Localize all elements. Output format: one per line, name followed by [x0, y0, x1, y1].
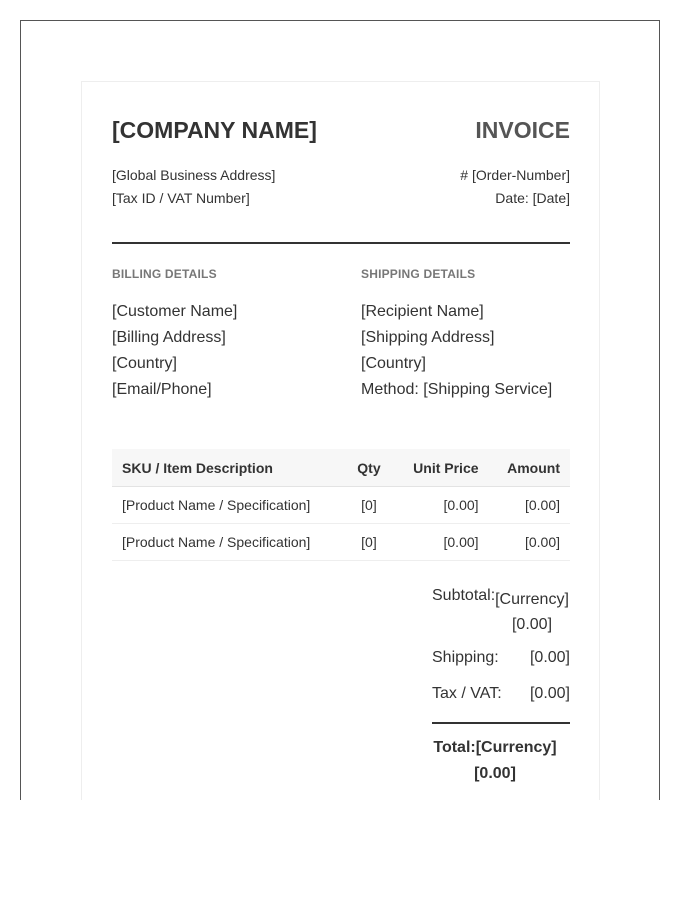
items-table [112, 449, 570, 561]
invoice-date: Date: [Date] [495, 190, 570, 206]
header-amount: Amount [489, 449, 570, 487]
company-address: [Global Business Address] [112, 167, 276, 183]
shipping-method: Method: [Shipping Service] [361, 381, 553, 398]
billing-address: [Billing Address] [112, 329, 226, 346]
grand-total [432, 735, 558, 787]
shipping-cost-value: [0.00] [529, 649, 570, 666]
header-unit-price: Unit Price [393, 449, 488, 487]
billing-details [112, 299, 237, 403]
shipping-details [361, 299, 552, 403]
header-description: SKU / Item Description [112, 449, 345, 487]
item-unit-price: [0.00] [393, 487, 488, 524]
billing-heading: BILLING DETAILS [112, 267, 217, 281]
table-header-row [112, 449, 570, 487]
billing-contact: [Email/Phone] [112, 381, 212, 398]
billing-country: [Country] [112, 355, 177, 372]
table-row [112, 524, 570, 561]
item-description: [Product Name / Specification] [112, 524, 345, 561]
subtotal-label: Subtotal: [432, 587, 496, 604]
shipping-cost-label: Shipping: [432, 649, 499, 666]
item-qty: [0] [345, 487, 393, 524]
header-divider [112, 242, 570, 244]
total-value: [Currency] [0.00] [474, 739, 557, 782]
item-qty: [0] [345, 524, 393, 561]
item-amount: [0.00] [489, 487, 570, 524]
shipping-heading: SHIPPING DETAILS [361, 267, 476, 281]
order-info [460, 164, 570, 210]
item-unit-price: [0.00] [393, 524, 488, 561]
subtotal-value: [Currency] [0.00] [495, 591, 569, 633]
total-label: Total: [433, 739, 476, 756]
company-tax-id: [Tax ID / VAT Number] [112, 190, 250, 206]
item-description: [Product Name / Specification] [112, 487, 345, 524]
billing-customer-name: [Customer Name] [112, 303, 238, 320]
shipping-country: [Country] [361, 355, 426, 372]
tax-value: [0.00] [529, 685, 570, 702]
shipping-recipient-name: [Recipient Name] [361, 303, 484, 320]
table-row [112, 487, 570, 524]
document-title: INVOICE [475, 117, 570, 143]
shipping-address: [Shipping Address] [361, 329, 495, 346]
company-name: [COMPANY NAME] [112, 117, 317, 143]
header-qty: Qty [345, 449, 393, 487]
company-info [112, 164, 275, 210]
item-amount: [0.00] [489, 524, 570, 561]
order-number: # [Order-Number] [460, 167, 570, 183]
totals-divider [432, 722, 570, 724]
tax-label: Tax / VAT: [432, 685, 502, 702]
